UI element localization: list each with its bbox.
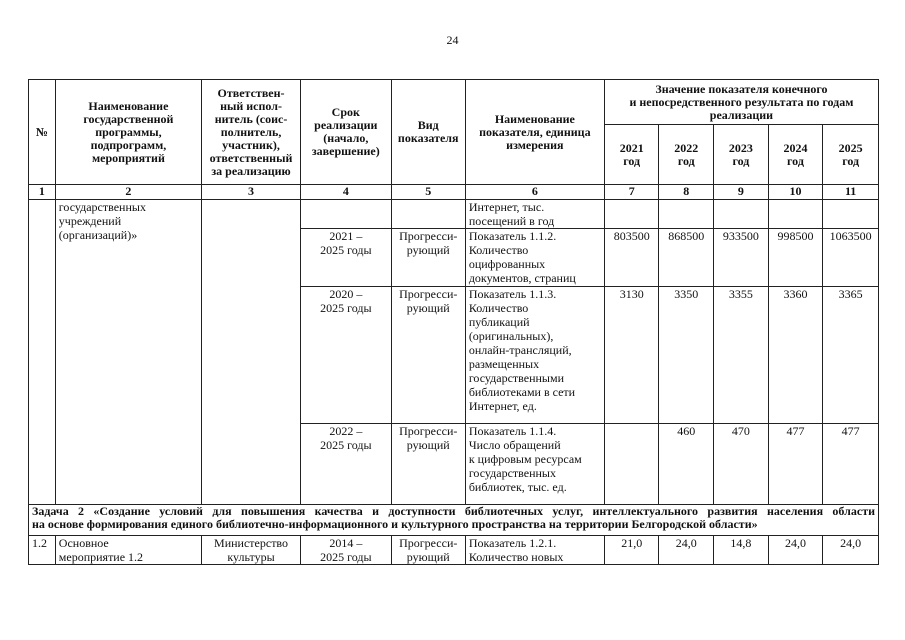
value-2022: 460 xyxy=(659,424,714,505)
table-row xyxy=(29,200,879,229)
type-cell: Прогресси- рующий xyxy=(391,424,465,505)
value-2024: 477 xyxy=(768,424,823,505)
column-number: 5 xyxy=(391,185,465,200)
period-cell xyxy=(300,200,391,229)
type-cell: Прогресси- рующий xyxy=(391,536,465,565)
value-2023: 3355 xyxy=(714,287,769,424)
value-2021 xyxy=(604,424,659,505)
column-number: 1 xyxy=(29,185,56,200)
type-cell: Прогресси- рующий xyxy=(391,229,465,287)
period-cell: 2021 – 2025 годы xyxy=(300,229,391,287)
column-number: 4 xyxy=(300,185,391,200)
value-cell xyxy=(768,200,823,229)
value-2022: 868500 xyxy=(659,229,714,287)
value-cell xyxy=(659,200,714,229)
column-number: 8 xyxy=(659,185,714,200)
header-indicator: Наименование показателя, единица измерения xyxy=(465,80,604,185)
table-row xyxy=(29,536,879,565)
period-cell: 2014 – 2025 годы xyxy=(300,536,391,565)
column-numbers-row xyxy=(29,185,879,200)
header-no: № xyxy=(29,80,56,185)
value-2021: 21,0 xyxy=(604,536,659,565)
value-cell xyxy=(714,200,769,229)
value-2025: 24,0 xyxy=(823,536,879,565)
value-2021: 803500 xyxy=(604,229,659,287)
header-year-2024: 2024 год xyxy=(768,125,823,185)
header-year-2021: 2021 год xyxy=(604,125,659,185)
page-number: 24 xyxy=(446,33,459,47)
column-number: 9 xyxy=(714,185,769,200)
header-year-2022: 2022 год xyxy=(659,125,714,185)
value-2022: 3350 xyxy=(659,287,714,424)
indicator-cell: Интернет, тыс. посещений в год xyxy=(465,200,604,229)
value-2024: 998500 xyxy=(768,229,823,287)
value-2023: 470 xyxy=(714,424,769,505)
column-number: 7 xyxy=(604,185,659,200)
value-2023: 933500 xyxy=(714,229,769,287)
value-cell xyxy=(823,200,879,229)
column-number: 2 xyxy=(55,185,201,200)
value-2021: 3130 xyxy=(604,287,659,424)
value-2022: 24,0 xyxy=(659,536,714,565)
value-2024: 3360 xyxy=(768,287,823,424)
value-2025: 477 xyxy=(823,424,879,505)
column-number: 6 xyxy=(465,185,604,200)
indicator-cell: Показатель 1.1.2. Количество оцифрованных документов, страниц xyxy=(465,229,604,287)
program-name-cell: Основное мероприятие 1.2 xyxy=(55,536,201,565)
indicator-cell: Показатель 1.1.3. Количество публикаций (оригинальных), онлайн-трансляций, размещенных государственными библиотеками в сети Интернет, ед. xyxy=(465,287,604,424)
responsible-cell xyxy=(202,200,301,505)
column-number: 3 xyxy=(202,185,301,200)
header-period: Срок реализации (начало, завершение) xyxy=(300,80,391,185)
header-year-2025: 2025 год xyxy=(823,125,879,185)
header-row-top xyxy=(29,80,879,125)
type-cell: Прогресси- рующий xyxy=(391,287,465,424)
type-cell xyxy=(391,200,465,229)
program-indicators-table xyxy=(28,79,879,565)
header-values-group: Значение показателя конечного и непосредственного результата по годам реализации xyxy=(604,80,878,125)
value-2024: 24,0 xyxy=(768,536,823,565)
row-no-cell: 1.2 xyxy=(29,536,56,565)
value-2025: 3365 xyxy=(823,287,879,424)
column-number: 11 xyxy=(823,185,879,200)
header-year-2023: 2023 год xyxy=(714,125,769,185)
value-cell xyxy=(604,200,659,229)
value-2023: 14,8 xyxy=(714,536,769,565)
responsible-cell: Министерство культуры xyxy=(202,536,301,565)
value-2025: 1063500 xyxy=(823,229,879,287)
period-cell: 2020 – 2025 годы xyxy=(300,287,391,424)
header-responsible: Ответствен- ный испол- нитель (соис- полнитель, участник), ответственный за реализацию xyxy=(202,80,301,185)
program-name-cell: государственных учреждений (организаций)» xyxy=(55,200,201,505)
task-row xyxy=(29,505,879,536)
row-no-cell xyxy=(29,200,56,505)
indicator-cell: Показатель 1.2.1. Количество новых xyxy=(465,536,604,565)
header-type: Вид показателя xyxy=(391,80,465,185)
task-title: Задача 2 «Создание условий для повышения качества и доступности библиотечных услуг, интеллектуального развития населения области на основе формирования единого библиотечно-информационного и культурного пространства на территории Белгородской области» xyxy=(29,505,879,536)
indicator-cell: Показатель 1.1.4. Число обращений к цифровым ресурсам государственных библиотек, тыс. ед. xyxy=(465,424,604,505)
column-number: 10 xyxy=(768,185,823,200)
period-cell: 2022 – 2025 годы xyxy=(300,424,391,505)
header-program: Наименование государственной программы, подпрограмм, мероприятий xyxy=(55,80,201,185)
